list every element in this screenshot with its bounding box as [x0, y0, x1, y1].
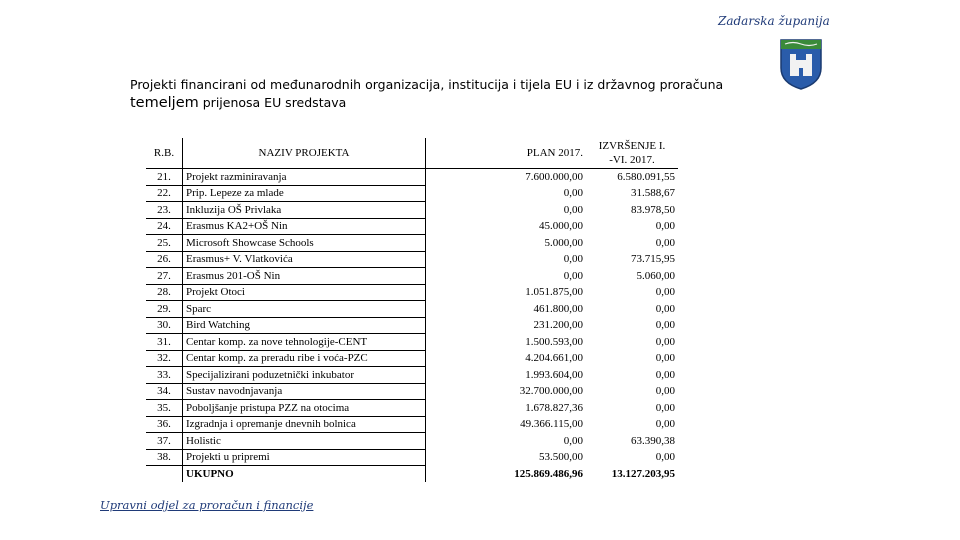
row-name: Projekt Otoci	[183, 284, 426, 301]
footer-department-link[interactable]: Upravni odjel za proračun i financije	[100, 498, 314, 512]
row-name: Erasmus KA2+OŠ Nin	[183, 218, 426, 235]
row-plan: 0,00	[563, 434, 583, 447]
row-plan: 1.993.604,00	[525, 368, 583, 381]
table-row	[146, 416, 678, 433]
county-name: Zadarska županija	[718, 14, 830, 28]
row-name: Poboljšanje pristupa PZZ na otocima	[183, 400, 426, 417]
title-line-2-rest: prijenosa EU sredstava	[198, 95, 347, 110]
table-row	[146, 251, 678, 268]
row-rb: 26.	[146, 251, 183, 268]
row-izvrsenje: 63.390,38	[631, 434, 675, 447]
table-row	[146, 169, 678, 186]
header-izvrsenje-line1: IZVRŠENJE I.	[598, 140, 666, 152]
row-plan: 1.678.827,36	[525, 401, 583, 414]
table-row	[146, 449, 678, 466]
header-izvrsenje-line2: -VI. 2017.	[609, 154, 655, 166]
row-plan: 0,00	[563, 253, 583, 266]
row-rb: 28.	[146, 284, 183, 301]
row-plan: 5.000,00	[544, 236, 583, 249]
row-izvrsenje: 73.715,95	[631, 253, 675, 266]
row-plan: 1.051.875,00	[525, 286, 583, 299]
title-word-temeljem: temeljem	[130, 95, 199, 111]
row-rb: 35.	[146, 400, 183, 417]
row-name: Erasmus 201-OŠ Nin	[183, 268, 426, 285]
row-plan: 45.000,00	[539, 220, 583, 233]
row-rb: 23.	[146, 202, 183, 219]
header-izvrsenje	[586, 138, 678, 169]
row-rb: 37.	[146, 433, 183, 450]
total-row	[146, 466, 678, 482]
row-izvrsenje: 0,00	[655, 286, 675, 299]
row-plan: 231.200,00	[533, 319, 583, 332]
row-name: Prip. Lepeze za mlade	[183, 185, 426, 202]
row-izvrsenje: 0,00	[655, 352, 675, 365]
total-rb	[146, 466, 183, 482]
row-izvrsenje: 0,00	[655, 220, 675, 233]
total-plan: 125.869.486,96	[514, 467, 583, 480]
row-plan: 0,00	[563, 203, 583, 216]
row-plan: 7.600.000,00	[525, 171, 583, 183]
row-name: Izgradnja i opremanje dnevnih bolnica	[183, 416, 426, 433]
table-row	[146, 334, 678, 351]
row-izvrsenje: 6.580.091,55	[617, 171, 675, 183]
total-label: UKUPNO	[183, 466, 426, 482]
row-izvrsenje: 0,00	[655, 385, 675, 398]
row-name: Centar komp. za preradu ribe i voća-PZC	[183, 350, 426, 367]
header-name: NAZIV PROJEKTA	[183, 138, 426, 169]
row-rb: 21.	[146, 169, 183, 186]
row-izvrsenje: 0,00	[655, 236, 675, 249]
table-row	[146, 383, 678, 400]
header-plan: PLAN 2017.	[426, 138, 587, 169]
table-row	[146, 218, 678, 235]
row-plan: 461.800,00	[533, 302, 583, 315]
page-title	[130, 76, 770, 112]
row-izvrsenje: 0,00	[655, 401, 675, 414]
table-row	[146, 400, 678, 417]
row-rb: 25.	[146, 235, 183, 252]
row-izvrsenje: 5.060,00	[636, 269, 675, 282]
table-row	[146, 235, 678, 252]
row-plan: 4.204.661,00	[525, 352, 583, 365]
table-row	[146, 284, 678, 301]
row-name: Projekt razminiravanja	[183, 169, 426, 186]
row-name: Projekti u pripremi	[183, 449, 426, 466]
row-rb: 27.	[146, 268, 183, 285]
row-rb: 36.	[146, 416, 183, 433]
row-izvrsenje: 83.978,50	[631, 203, 675, 216]
row-izvrsenje: 0,00	[655, 319, 675, 332]
row-rb: 34.	[146, 383, 183, 400]
row-name: Sparc	[183, 301, 426, 318]
row-plan: 0,00	[563, 269, 583, 282]
table-row	[146, 433, 678, 450]
row-plan: 53.500,00	[539, 451, 583, 464]
row-plan: 1.500.593,00	[525, 335, 583, 348]
title-line-1: Projekti financirani od međunarodnih organizacija, institucija i tijela EU i iz državnog proračuna	[130, 77, 724, 92]
row-name: Holistic	[183, 433, 426, 450]
table-header-row	[146, 138, 678, 169]
row-izvrsenje: 0,00	[655, 302, 675, 315]
row-name: Sustav navodnjavanja	[183, 383, 426, 400]
row-plan: 32.700.000,00	[519, 385, 583, 398]
row-name: Microsoft Showcase Schools	[183, 235, 426, 252]
row-rb: 22.	[146, 185, 183, 202]
table-row	[146, 301, 678, 318]
row-izvrsenje: 0,00	[655, 418, 675, 431]
table-row	[146, 350, 678, 367]
total-izvrsenje: 13.127.203,95	[611, 467, 675, 480]
row-name: Erasmus+ V. Vlatkovića	[183, 251, 426, 268]
row-rb: 30.	[146, 317, 183, 334]
table-row	[146, 317, 678, 334]
table-row	[146, 367, 678, 384]
table-row	[146, 268, 678, 285]
row-rb: 32.	[146, 350, 183, 367]
row-name: Centar komp. za nove tehnologije-CENT	[183, 334, 426, 351]
row-rb: 29.	[146, 301, 183, 318]
title-line-2	[130, 94, 770, 112]
county-crest-icon	[779, 38, 823, 90]
table-row	[146, 202, 678, 219]
row-izvrsenje: 31.588,67	[631, 187, 675, 200]
table-row	[146, 185, 678, 202]
header-rb: R.B.	[146, 138, 183, 169]
row-rb: 24.	[146, 218, 183, 235]
row-izvrsenje: 0,00	[655, 368, 675, 381]
row-name: Inkluzija OŠ Privlaka	[183, 202, 426, 219]
row-rb: 33.	[146, 367, 183, 384]
row-name: Bird Watching	[183, 317, 426, 334]
row-plan: 49.366.115,00	[520, 418, 583, 431]
row-rb: 31.	[146, 334, 183, 351]
row-plan: 0,00	[563, 187, 583, 200]
row-rb: 38.	[146, 449, 183, 466]
projects-table	[146, 138, 678, 482]
row-izvrsenje: 0,00	[655, 335, 675, 348]
row-izvrsenje: 0,00	[655, 451, 675, 464]
row-name: Specijalizirani poduzetnički inkubator	[183, 367, 426, 384]
